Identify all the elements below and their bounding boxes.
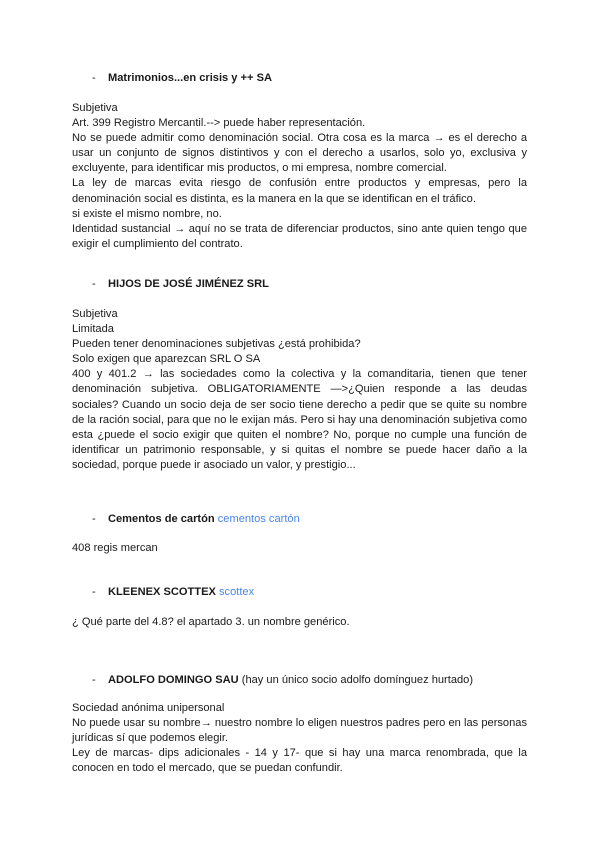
heading-link[interactable]: cementos cartón bbox=[217, 513, 300, 525]
section-body bbox=[72, 101, 527, 252]
text-line: No puede usar su nombre→ nuestro nombre lo eligen nuestros padres pero en las personas jurídicas sí que podemos elegir. bbox=[72, 717, 527, 745]
text-line: Limitada bbox=[72, 323, 114, 336]
bullet-dash: - bbox=[92, 586, 96, 598]
text-line: ¿ Qué parte del 4.8? el apartado 3. un nombre genérico. bbox=[72, 616, 350, 628]
bullet-dash: - bbox=[92, 674, 96, 686]
section-heading bbox=[92, 277, 269, 291]
heading-note: (hay un único socio adolfo domínguez hurtado) bbox=[241, 674, 474, 686]
section-body bbox=[72, 615, 527, 630]
heading-link[interactable]: scottex bbox=[218, 586, 255, 598]
section-heading bbox=[92, 71, 272, 85]
text-line: Sociedad anónima unipersonal bbox=[72, 702, 225, 714]
text-line: Art. 399 Registro Mercantil.--> puede haber representación. bbox=[72, 117, 366, 130]
section-heading bbox=[92, 512, 300, 526]
section-body bbox=[72, 541, 527, 556]
bullet-dash: - bbox=[92, 513, 96, 525]
text-line: La ley de marcas evita riesgo de confusión entre productos y empresas, pero la denominación social es distinta, es la manera en la que se identifican en el tráfico. bbox=[72, 177, 527, 205]
heading-title: HIJOS DE JOSÉ JIMÉNEZ SRL bbox=[108, 278, 269, 290]
text-line: Ley de marcas- dips adicionales - 14 y 17- que si hay una marca renombrada, que la conocen en todo el mercado, que se puedan confundir. bbox=[72, 747, 527, 775]
text-line: No se puede admitir como denominación social. Otra cosa es la marca → es el derecho a usar un conjunto de signos distintivos y con el derecho a usarlos, solo yo, exclusiva y excluyente, para identificar mis productos, o mi empresa, nombre comercial. bbox=[72, 132, 527, 175]
section-body bbox=[72, 701, 527, 776]
heading-title: Matrimonios...en crisis y ++ SA bbox=[108, 72, 273, 84]
text-line: 400 y 401.2 → las sociedades como la colectiva y la comanditaria, tienen que tener denominación subjetiva. OBLIGATORIAMENTE —>¿Quien responde a las deudas sociales? Cuando un socio deja de ser socio tiene derecho a pedir que se quite su nombre de la ración social, para que no le exijan más. Pero si hay una denominación subjetiva como esta ¿puede el socio exigir que quiten el nombre? No, porque no cumple una función de identificar un patrimonio responsable, y si quitas el nombre se puede hacer daño a la sociedad, porque puede ir asociado un valor, y prestigio... bbox=[72, 368, 527, 471]
text-line: Subjetiva bbox=[72, 102, 118, 114]
section-heading bbox=[92, 673, 473, 687]
text-line: 408 regis mercan bbox=[72, 542, 158, 554]
text-line: Solo exigen que aparezcan SRL O SA bbox=[72, 353, 261, 366]
text-line: si existe el mismo nombre, no. bbox=[72, 207, 222, 220]
text-line: Subjetiva bbox=[72, 308, 118, 320]
heading-title: KLEENEX SCOTTEX bbox=[108, 586, 216, 598]
heading-title: Cementos de cartón bbox=[108, 513, 215, 525]
heading-title: ADOLFO DOMINGO SAU bbox=[108, 674, 239, 686]
bullet-dash: - bbox=[92, 72, 96, 84]
bullet-dash: - bbox=[92, 278, 96, 290]
text-line: Pueden tener denominaciones subjetivas ¿está prohibida? bbox=[72, 338, 361, 351]
text-line: Identidad sustancial → aquí no se trata de diferenciar productos, sino ante quien tengo que exigir el cumplimiento del contrato. bbox=[72, 222, 527, 250]
section-heading bbox=[92, 585, 254, 599]
section-body bbox=[72, 307, 527, 473]
